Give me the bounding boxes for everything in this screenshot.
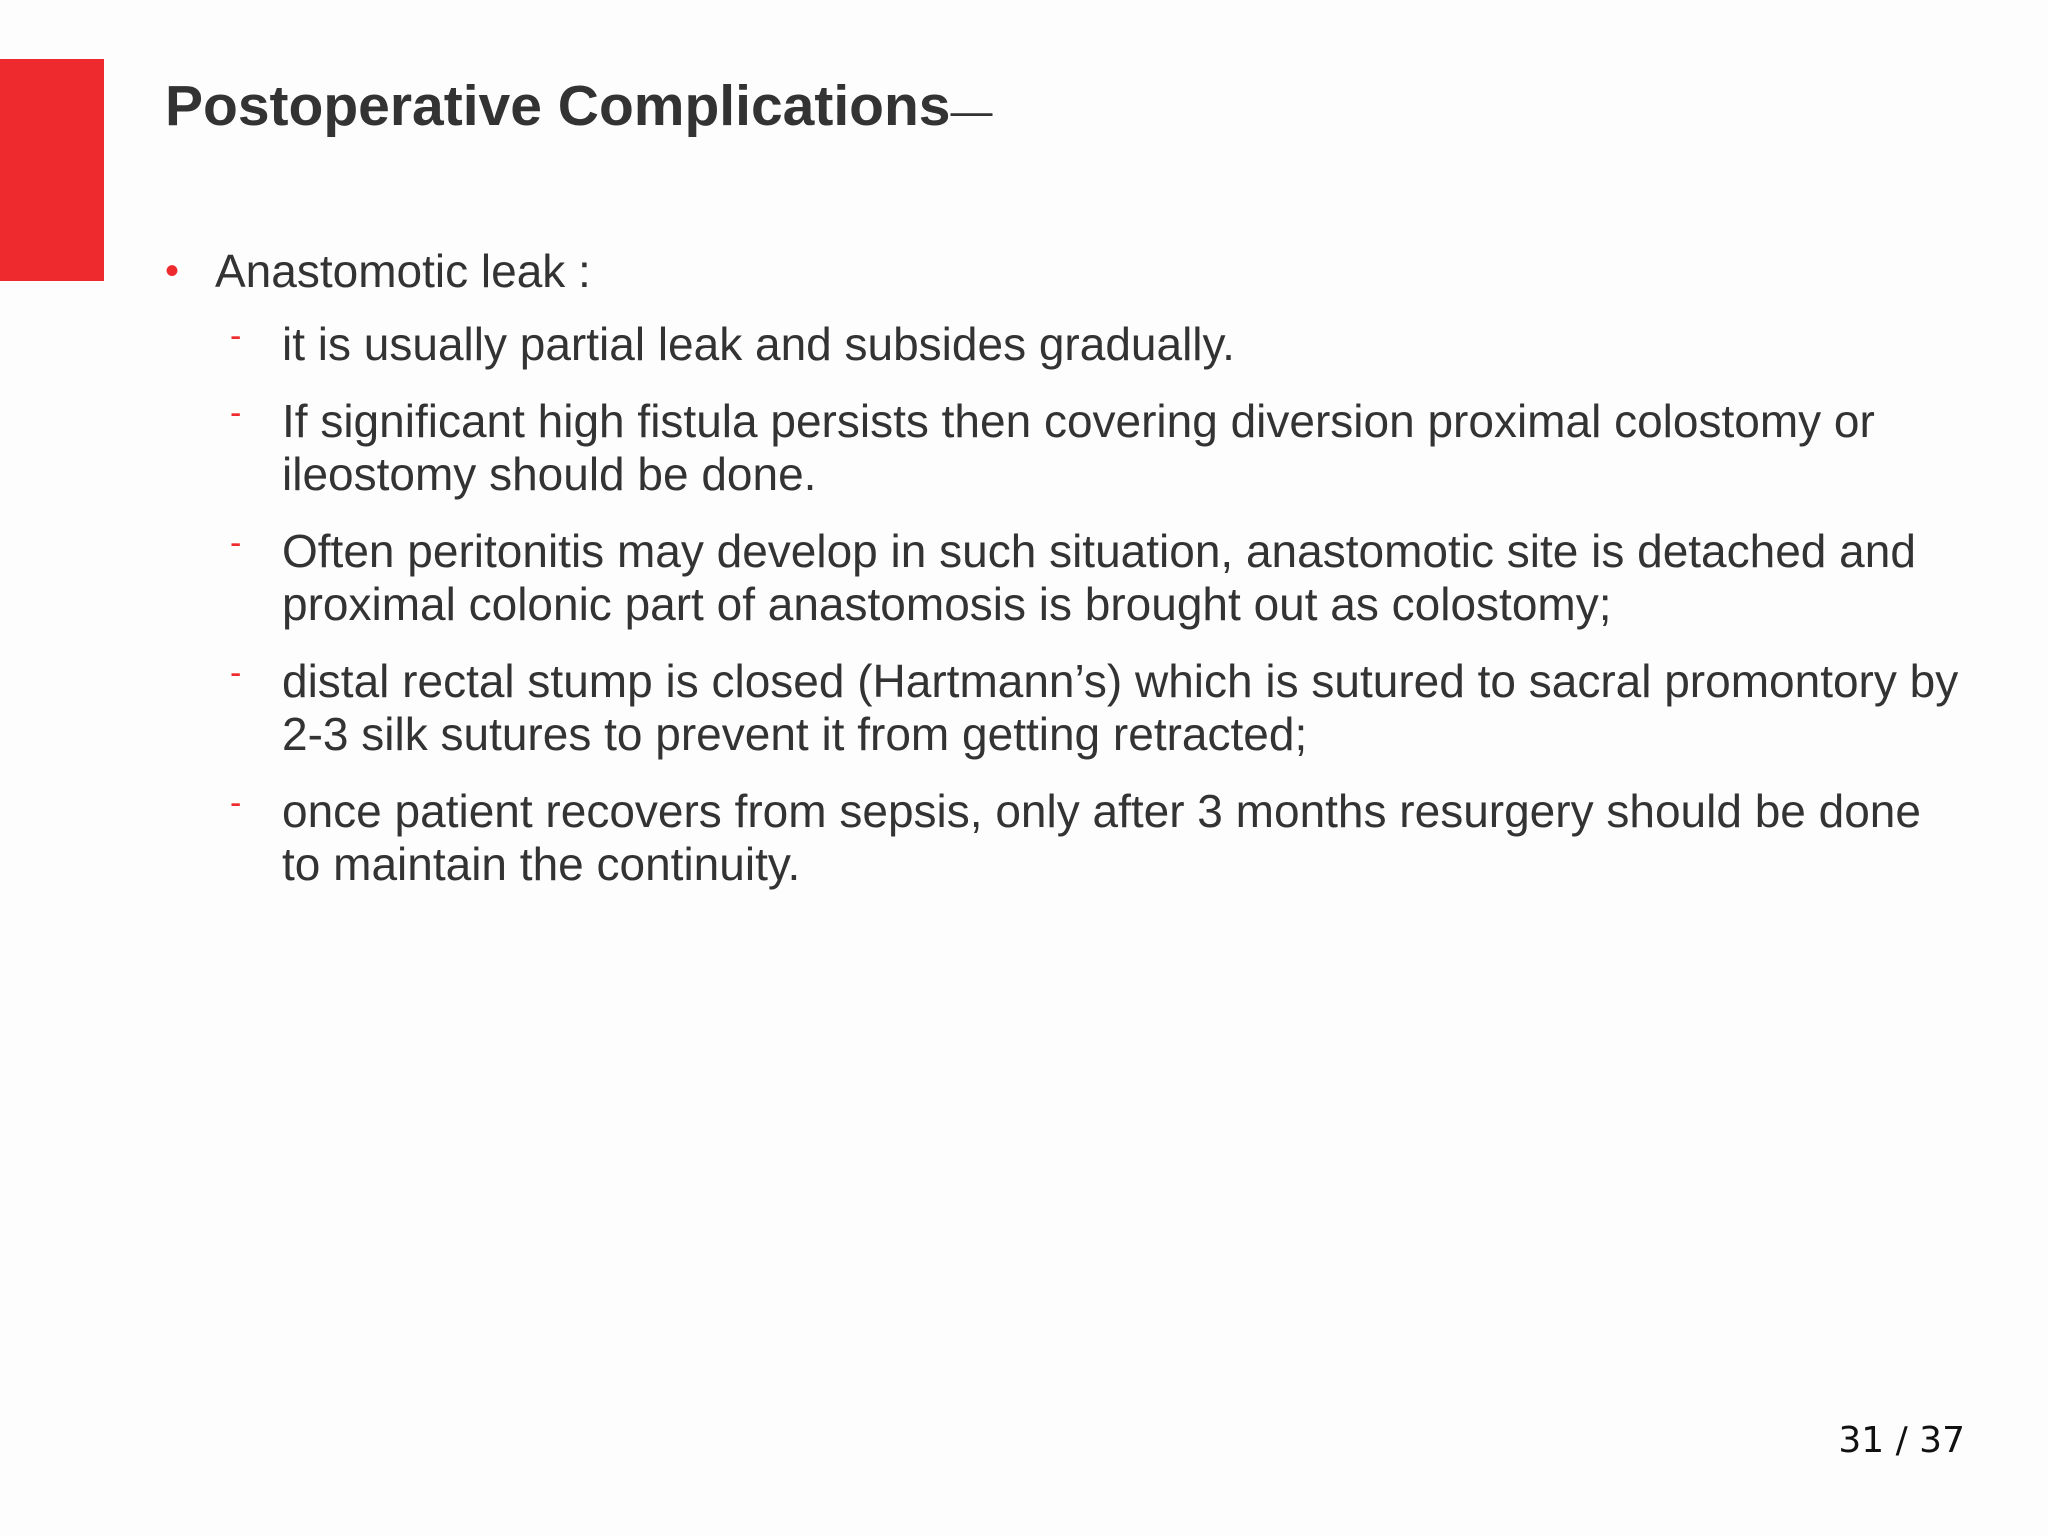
bullet-text: Anastomotic leak : [215,245,591,297]
sub-item [165,525,1965,631]
dash-icon: - [230,654,242,692]
slide-title-text: Postoperative Complications [165,74,951,138]
slide-title [165,72,993,145]
dash-icon: - [230,784,242,822]
dash-icon: - [230,524,242,562]
slide-title-dash: — [950,87,993,134]
sub-item [165,395,1965,501]
dash-icon: - [230,394,242,432]
dash-icon: - [230,317,242,355]
bullet-dot-icon: • [165,249,180,293]
page-number: 31 / 37 [1838,1420,1965,1461]
sub-item-text: distal rectal stump is closed (Hartmann’s) which is sutured to sacral promontory by 2-3 silk sutures to prevent it from getting retracted; [282,655,1959,760]
sub-item-text: If significant high fistula persists then covering diversion proximal colostomy or ileostomy should be done. [282,395,1875,500]
sub-item [165,785,1965,891]
sub-item-text: Often peritonitis may develop in such situation, anastomotic site is detached and proximal colonic part of anastomosis is brought out as colostomy; [282,525,1916,630]
sub-list [165,317,1959,891]
accent-bar [0,59,104,281]
bullet-item [165,244,1945,298]
slide-content [165,244,1959,915]
sub-item-text: it is usually partial leak and subsides gradually. [282,318,1235,370]
sub-item [165,655,1965,761]
sub-item-text: once patient recovers from sepsis, only after 3 months resurgery should be done to maintain the continuity. [282,785,1921,890]
sub-item [165,318,1965,371]
